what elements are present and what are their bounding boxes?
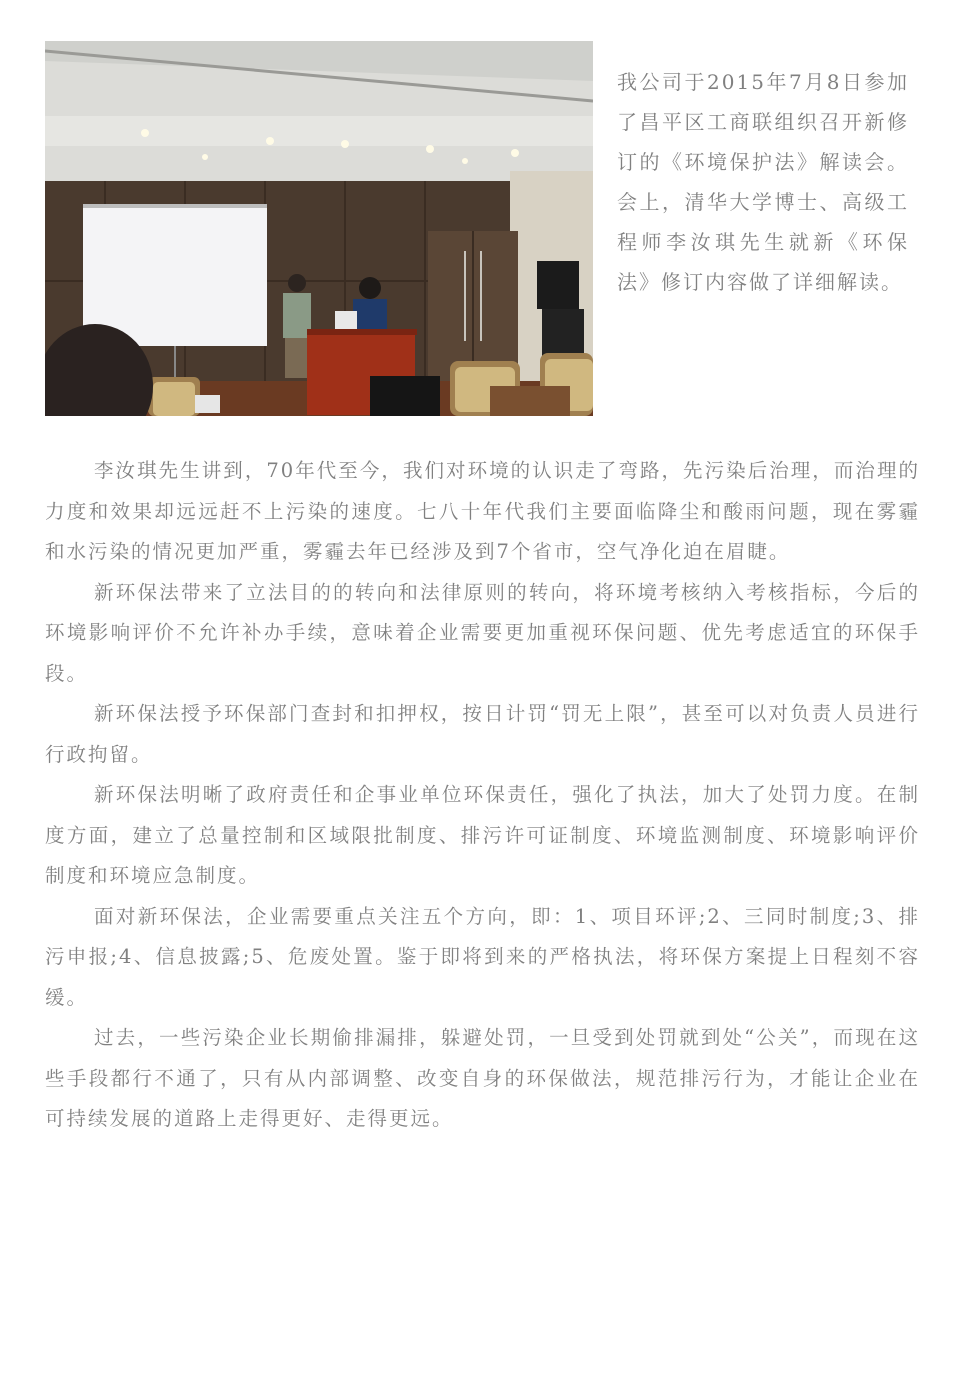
article-paragraph: 李汝琪先生讲到，70年代至今，我们对环境的认识走了弯路，先污染后治理，而治理的力度和效果却远远赶不上污染的速度。七八十年代我们主要面临降尘和酸雨问题，现在雾霾和水污染的情况更加严重，雾霾去年已经涉及到7个省市，空气净化迫在眉睫。 (45, 459, 920, 563)
article-paragraph: 过去，一些污染企业长期偷排漏排，躲避处罚，一旦受到处罚就到处“公关”，而现在这些手段都行不通了，只有从内部调整、改变自身的环保做法，规范排污行为，才能让企业在可持续发展的道路上走得更好、走得更远。 (45, 1026, 920, 1130)
article-paragraph: 新环保法带来了立法目的的转向和法律原则的转向，将环境考核纳入考核指标，今后的环境影响评价不允许补办手续，意味着企业需要更加重视环保问题、优先考虑适宜的环保手段。 (45, 580, 920, 685)
article-body (45, 451, 920, 1140)
article-paragraph: 面对新环保法，企业需要重点关注五个方向，即：1、项目环评;2、三同时制度;3、排污申报;4、信息披露;5、危废处置。鉴于即将到来的严格执法，将环保方案提上日程刻不容缓。 (45, 904, 920, 1009)
intro-paragraph: 我公司于2015年7月8日参加了昌平区工商联组织召开新修订的《环境保护法》解读会。会上，清华大学博士、高级工程师李汝琪先生就新《环保法》修订内容做了详细解读。 (617, 70, 909, 294)
article-paragraph: 新环保法授予环保部门查封和扣押权，按日计罚“罚无上限”，甚至可以对负责人员进行行政拘留。 (45, 702, 920, 766)
meeting-photo (45, 41, 593, 416)
article-paragraph: 新环保法明晰了政府责任和企事业单位环保责任，强化了执法，加大了处罚力度。在制度方面，建立了总量控制和区域限批制度、排污许可证制度、环境监测制度、环境影响评价制度和环境应急制度。 (45, 783, 920, 887)
